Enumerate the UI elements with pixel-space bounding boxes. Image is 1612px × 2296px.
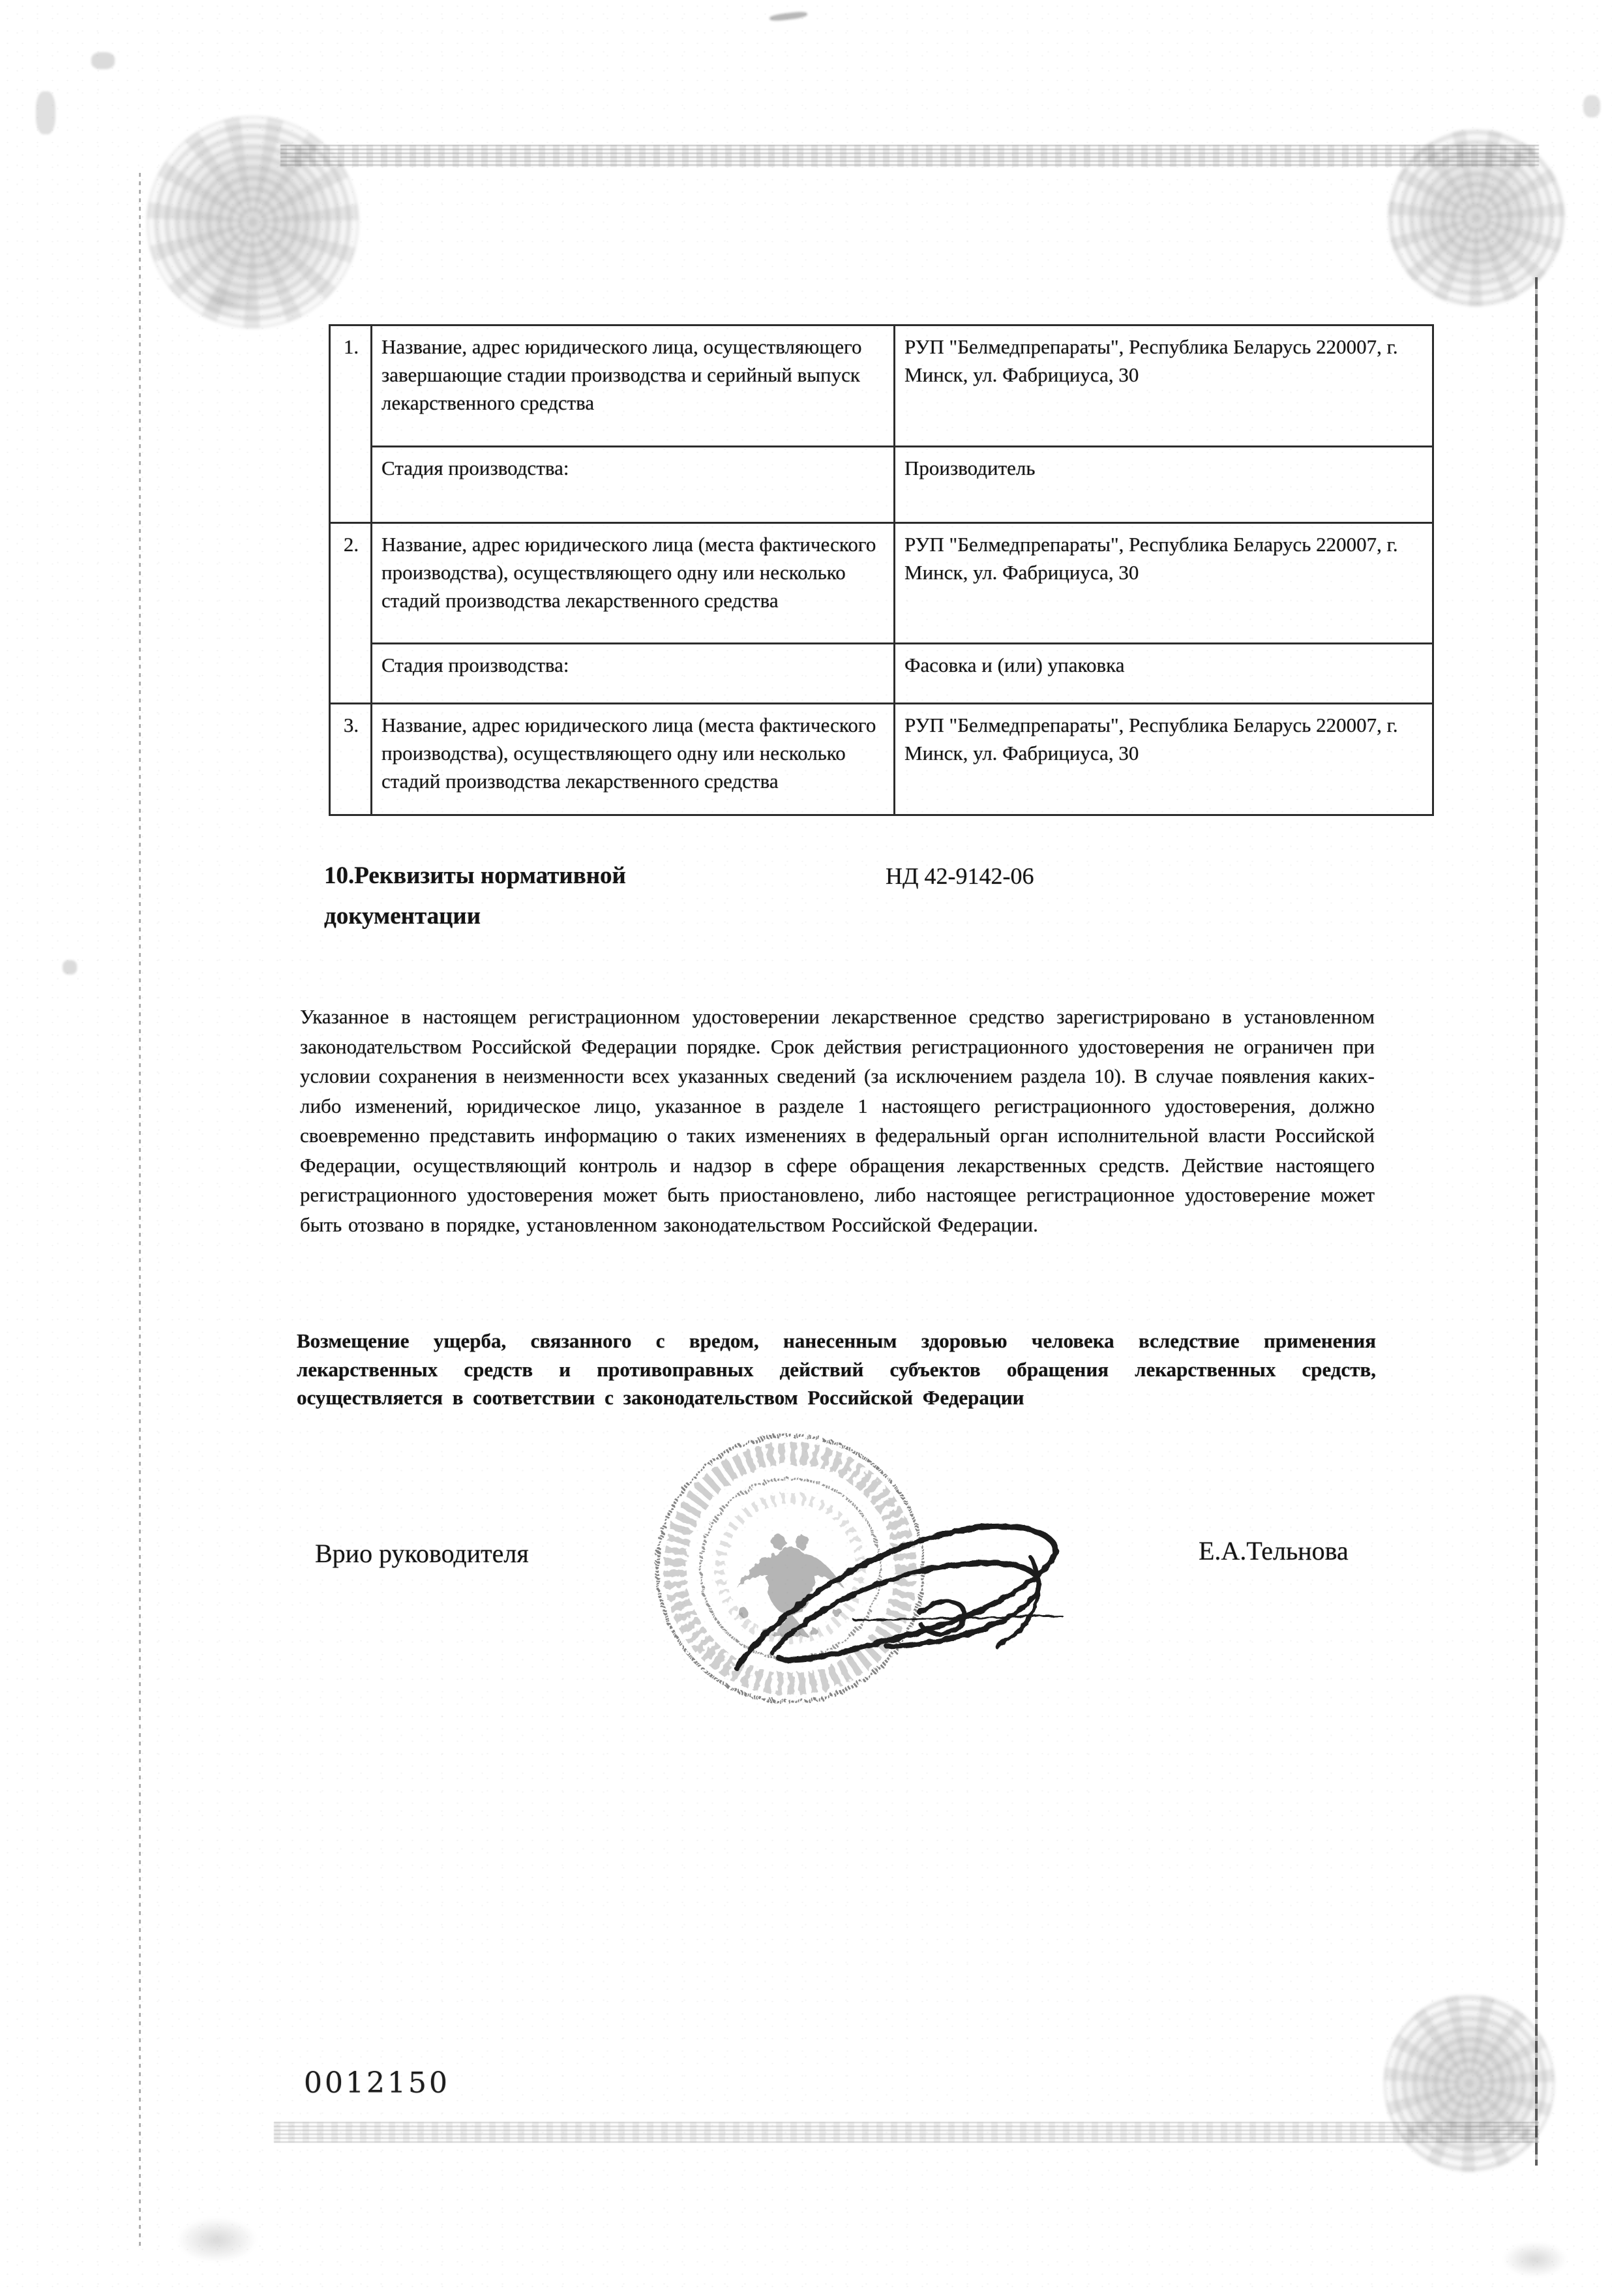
row-value-cell: РУП "Белмедпрепараты", Республика Беларусь 220007, г. Минск, ул. Фабрициуса, 30 [895,325,1433,447]
liability-paragraph: Возмещение ущерба, связанного с вредом, нанесенным здоровью человека вследствие применения лекарственных средств и противоправных действий субъектов обращения лекарственных средств, осуществляется в соответствии с законодательством Российской Федерации [297,1329,1376,1409]
table-row [330,447,1433,523]
row-value-cell: Производитель [895,447,1433,523]
official-seal [639,1417,1069,1756]
left-border-line [139,173,141,2250]
manufacturer-table [329,324,1434,816]
normative-doc-number: НД 42-9142-06 [886,863,1034,889]
table-row [330,704,1433,815]
form-serial-number: 0012150 [304,2066,450,2100]
row-number-cell: 2. [330,523,372,704]
ornament-smudge-bottom-right [1492,2236,1578,2283]
scan-speck [36,91,55,134]
row-value-cell: РУП "Белмедпрепараты", Республика Беларусь 220007, г. Минск, ул. Фабрициуса, 30 [895,523,1433,644]
row-number-cell: 3. [330,704,372,815]
row-label-cell: Стадия производства: [372,447,895,523]
registration-terms-paragraph: Указанное в настоящем регистрационном удостоверении лекарственное средство зарегистрировано в установленном законодательством Российской Федерации порядке. Срок действия регистрационного удостоверения не ограничен при условии сохранения в неизменности всех указанных сведений (за исключением раздела 10). В случае появления каких-либо изменений, юридическое лицо, указанное в разделе 1 настоящего регистрационного удостоверения, должно своевременно представить информацию о таких изменениях в федеральный орган исполнительной власти Российской Федерации, осуществляющий контроль и надзор в сфере обращения лекарственных средств. Действие настоящего регистрационного удостоверения может быть приостановлено, либо настоящее регистрационное удостоверение может быть отозвано в порядке, установленном законодательством Российской Федерации. [300,1005,1375,1236]
row-label-cell: Стадия производства: [372,644,895,704]
bottom-border-band [274,2122,1539,2143]
signer-name: Е.А.Тельнова [1199,1536,1349,1565]
scan-speck [769,11,808,22]
row-label-cell: Название, адрес юридического лица (места фактического производства), осуществляющего одну или несколько стадий производства лекарственного средства [372,704,895,815]
scan-speck [91,52,115,69]
table-row [330,644,1433,704]
ornament-smudge-bottom-left [163,2210,271,2270]
ornament-smudge-top-left [186,280,267,321]
section10-heading-line1: 10.Реквизиты нормативной [324,862,626,889]
right-border-line [1535,277,1538,2166]
scan-speck [1583,95,1600,117]
table-row [330,325,1433,447]
row-label-cell: Название, адрес юридического лица, осуществляющего завершающие стадии производства и серийный выпуск лекарственного средства [372,325,895,447]
row-label-cell: Название, адрес юридического лица (места фактического производства), осуществляющего одну или несколько стадий производства лекарственного средства [372,523,895,644]
section10-heading-line2: документации [324,903,481,929]
scan-speck [63,960,77,974]
table-row [330,523,1433,644]
guilloche-ornament-bottom-right [1384,1995,1555,2172]
row-value-cell: Фасовка и (или) упаковка [895,644,1433,704]
row-value-cell: РУП "Белмедпрепараты", Республика Беларусь 220007, г. Минск, ул. Фабрициуса, 30 [895,704,1433,815]
row-number-cell: 1. [330,325,372,523]
section10-heading [324,856,741,937]
top-border-band [280,145,1539,167]
signer-role: Врио руководителя [315,1539,529,1568]
